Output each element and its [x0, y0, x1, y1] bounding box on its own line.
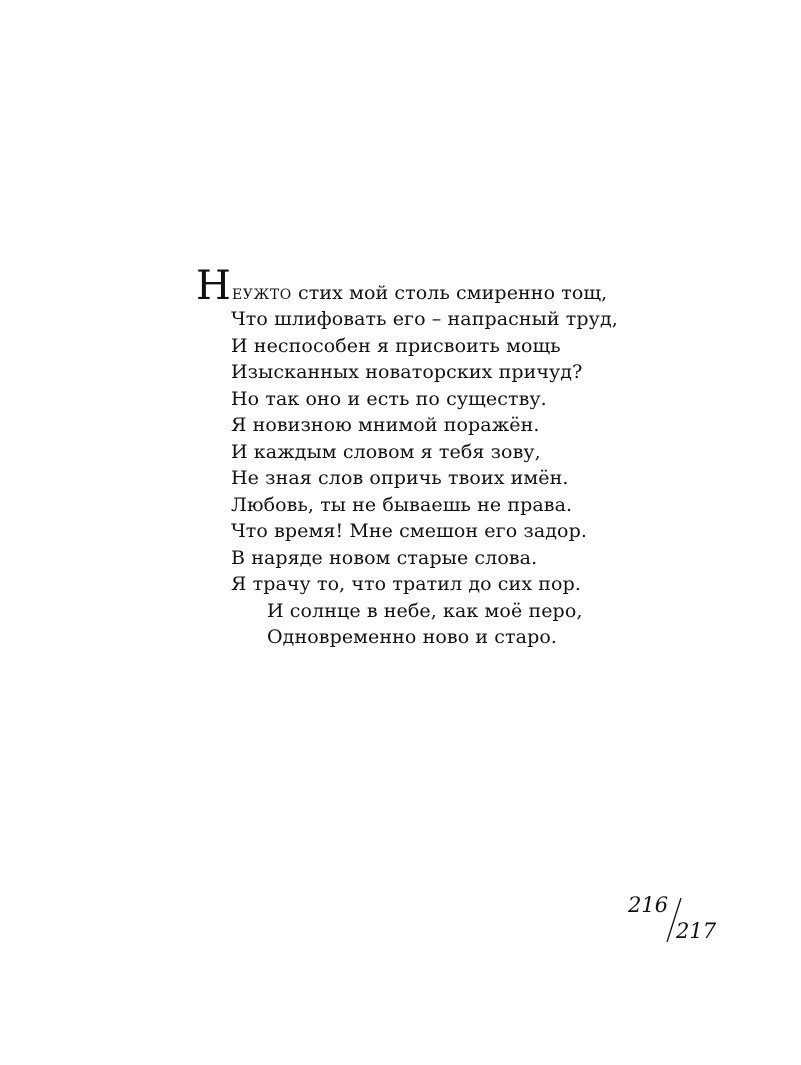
drop-cap: Н: [196, 263, 231, 309]
poem-line: Любовь, ты не бываешь не права.: [231, 493, 573, 516]
poem-first-line: [196, 263, 676, 309]
poem-line: Но так оно и есть по существу.: [231, 387, 547, 410]
left-page-number: 216: [628, 893, 669, 917]
poem-line: Что шлифовать его – напрасный труд,: [231, 308, 618, 330]
poem-line: Я трачу то, что тратил до сих пор.: [231, 573, 581, 595]
poem-line: Что время! Мне смешон его задор.: [231, 520, 587, 542]
couplet-line: И солнце в небе, как моё перо,: [267, 599, 583, 622]
poem-line: В наряде новом старые слова.: [231, 546, 538, 569]
poem-line: Изысканных новаторских причуд?: [231, 361, 583, 383]
couplet-line: Одновременно ново и старо.: [267, 626, 558, 648]
right-page-number: 217: [676, 919, 717, 943]
poem-line: И неспособен я присвоить мощь: [231, 334, 561, 357]
first-word-smallcaps: ЕУЖТО: [231, 287, 292, 303]
page-numbers: [628, 893, 728, 953]
poem-line: И каждым словом я тебя зову,: [231, 440, 541, 463]
poem-line: Я новизною мнимой поражён.: [231, 414, 540, 436]
first-line-rest: стих мой столь смиренно тощ,: [291, 282, 608, 304]
poem-line: Не зная слов опричь твоих имён.: [231, 467, 569, 489]
poem-block: [196, 263, 676, 651]
